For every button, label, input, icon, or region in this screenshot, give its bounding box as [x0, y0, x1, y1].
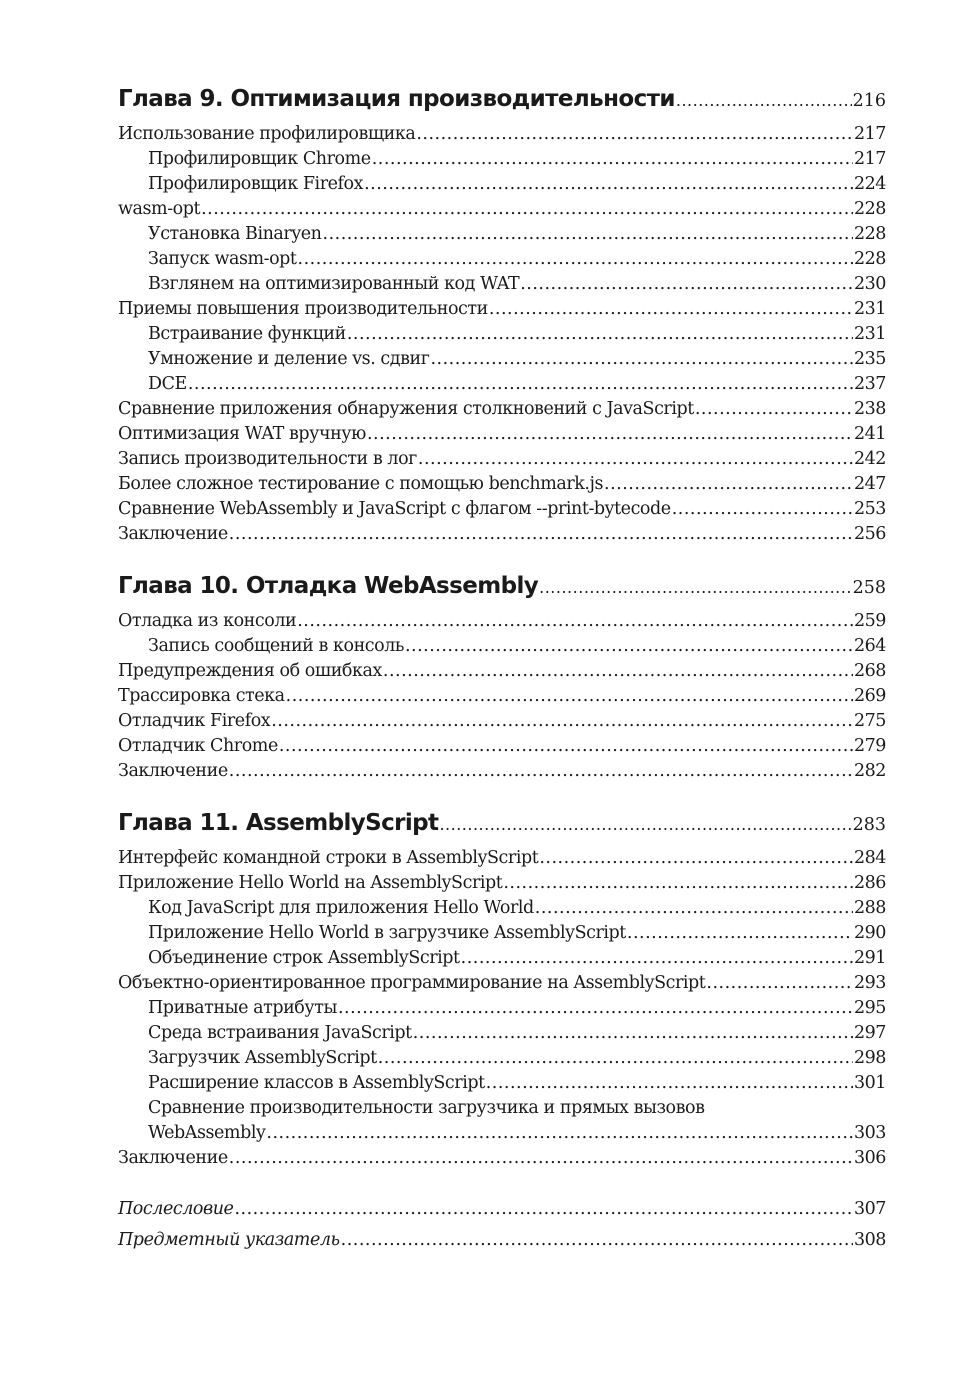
- dot-leader: [439, 815, 851, 834]
- entry-title: Приложение Hello World в загрузчике AssemblyScript: [148, 923, 626, 943]
- chapter-title: Глава 11. AssemblyScript: [118, 810, 439, 836]
- entry-title: Интерфейс командной строки в AssemblyScript: [118, 848, 539, 868]
- dot-leader: [535, 896, 853, 921]
- page-number: 241: [853, 424, 886, 444]
- entry-title: Среда встраивания JavaScript: [148, 1023, 412, 1043]
- chapter-heading[interactable]: [118, 573, 886, 608]
- toc-entry[interactable]: [118, 896, 886, 921]
- chapter-heading[interactable]: [118, 810, 886, 845]
- entry-title: Запись сообщений в консоль: [148, 636, 404, 656]
- dot-leader: [286, 684, 853, 709]
- entry-title: Загрузчик AssemblyScript: [148, 1048, 377, 1068]
- page-number: 307: [853, 1199, 886, 1219]
- entry-title: Взглянем на оптимизированный код WAT: [148, 274, 520, 294]
- chapter-10: [118, 573, 886, 784]
- page-number: 282: [853, 761, 886, 781]
- page-number: 286: [853, 873, 886, 893]
- toc-entry[interactable]: [118, 1146, 886, 1171]
- dot-leader: [341, 1228, 853, 1253]
- dot-leader: [413, 1021, 853, 1046]
- page-number: 297: [853, 1023, 886, 1043]
- entry-title: Приемы повышения производительности: [118, 299, 488, 319]
- page-number: 295: [853, 998, 886, 1018]
- page-number: 235: [853, 349, 886, 369]
- page-number: 228: [853, 249, 886, 269]
- toc-entry[interactable]: [118, 197, 886, 222]
- entry-title: Сравнение производительности загрузчика и прямых вызовов: [148, 1098, 705, 1118]
- toc-entry[interactable]: [118, 222, 886, 247]
- toc-entry[interactable]: [118, 447, 886, 472]
- dot-leader: [271, 709, 853, 734]
- page-number: 301: [853, 1073, 886, 1093]
- toc-entry[interactable]: [118, 347, 886, 372]
- toc-entry[interactable]: [118, 609, 886, 634]
- backmatter: [118, 1197, 886, 1259]
- entry-title: Предупреждения об ошибках: [118, 661, 382, 681]
- toc-entry[interactable]: [118, 996, 886, 1021]
- toc-entry[interactable]: [118, 472, 886, 497]
- page-number: 231: [853, 324, 886, 344]
- chapter-title: Глава 9. Оптимизация производительности: [118, 86, 675, 112]
- page-number: 308: [853, 1230, 886, 1250]
- dot-leader: [383, 659, 853, 684]
- entry-title: Запись производительности в лог: [118, 449, 417, 469]
- dot-leader: [430, 347, 852, 372]
- page-number: 230: [853, 274, 886, 294]
- dot-leader: [298, 247, 853, 272]
- page-number: 228: [853, 224, 886, 244]
- dot-leader: [486, 1071, 853, 1096]
- entry-title: Использование профилировщика: [118, 124, 416, 144]
- page-number: 279: [853, 736, 886, 756]
- entry-title-continued: WebAssembly: [148, 1123, 266, 1143]
- entry-title: Отладчик Chrome: [118, 736, 278, 756]
- toc-entry[interactable]: [118, 1071, 886, 1096]
- dot-leader: [706, 971, 853, 996]
- dot-leader: [520, 272, 853, 297]
- chapter-11: [118, 810, 886, 1171]
- dot-leader: [372, 147, 853, 172]
- toc-entry[interactable]: [118, 322, 886, 347]
- toc-entry[interactable]: [118, 397, 886, 422]
- dot-leader: [347, 322, 853, 347]
- page-number: 247: [853, 474, 886, 494]
- toc-entry[interactable]: [118, 272, 886, 297]
- entry-title: Приватные атрибуты: [148, 998, 337, 1018]
- page-number: 253: [853, 499, 886, 519]
- page-number: 256: [853, 524, 886, 544]
- page-number: 293: [853, 973, 886, 993]
- dot-leader: [201, 197, 853, 222]
- page-number: 238: [853, 399, 886, 419]
- dot-leader: [234, 1197, 852, 1222]
- toc-entry[interactable]: [118, 1096, 886, 1146]
- toc-entry[interactable]: [118, 122, 886, 147]
- dot-leader: [416, 122, 853, 147]
- entry-title: Встраивание функций: [148, 324, 346, 344]
- toc-entry[interactable]: [118, 759, 886, 784]
- dot-leader: [338, 996, 853, 1021]
- page-number: 284: [853, 848, 886, 868]
- chapter-heading[interactable]: [118, 86, 886, 121]
- page-number: 259: [853, 611, 886, 631]
- entry-title: DCE: [148, 374, 187, 394]
- dot-leader: [503, 871, 853, 896]
- toc-entry[interactable]: [118, 734, 886, 759]
- entry-title: Трассировка стека: [118, 686, 285, 706]
- dot-leader: [229, 522, 853, 547]
- entry-title: Более сложное тестирование с помощью benchmark.js: [118, 474, 604, 494]
- entry-title: Профилировщик Chrome: [148, 149, 371, 169]
- page-number: 288: [853, 898, 886, 918]
- dot-leader: [367, 422, 853, 447]
- entry-title: Расширение классов в AssemblyScript: [148, 1073, 485, 1093]
- dot-leader: [266, 1121, 853, 1146]
- toc-entry[interactable]: [118, 709, 886, 734]
- toc-entry[interactable]: [118, 1046, 886, 1071]
- page-number: 216: [852, 91, 886, 111]
- entry-title: Заключение: [118, 761, 228, 781]
- page-number: 268: [853, 661, 886, 681]
- dot-leader: [229, 1146, 853, 1171]
- chapter-9: [118, 86, 886, 547]
- entry-title: Приложение Hello World на AssemblyScript: [118, 873, 503, 893]
- dot-leader: [676, 91, 852, 110]
- toc-entry[interactable]: [118, 634, 886, 659]
- dot-leader: [188, 372, 853, 397]
- entry-title: Объединение строк AssemblyScript: [148, 948, 460, 968]
- dot-leader: [672, 497, 853, 522]
- page-number: 290: [853, 923, 886, 943]
- page-number: 217: [853, 124, 886, 144]
- chapter-title: Глава 10. Отладка WebAssembly: [118, 573, 539, 599]
- dot-leader: [229, 759, 853, 784]
- dot-leader: [297, 609, 853, 634]
- toc-entry[interactable]: [118, 172, 886, 197]
- toc-entry[interactable]: [118, 921, 886, 946]
- page-number: 217: [853, 149, 886, 169]
- toc-entry[interactable]: [118, 1021, 886, 1046]
- page-number: 306: [853, 1148, 886, 1168]
- dot-leader: [279, 734, 853, 759]
- entry-title: Код JavaScript для приложения Hello World: [148, 898, 534, 918]
- dot-leader: [539, 578, 851, 597]
- entry-title: Сравнение WebAssembly и JavaScript с флагом --print-bytecode: [118, 499, 671, 519]
- entry-title: Установка Binaryen: [148, 224, 322, 244]
- toc-entry-index[interactable]: [118, 1228, 886, 1259]
- page-number: 264: [853, 636, 886, 656]
- toc-entry[interactable]: [118, 522, 886, 547]
- dot-leader: [378, 1046, 853, 1071]
- dot-leader: [418, 447, 853, 472]
- page-number: 275: [853, 711, 886, 731]
- entry-title: Послесловие: [118, 1199, 234, 1219]
- toc-entry[interactable]: [118, 422, 886, 447]
- dot-leader: [539, 846, 853, 871]
- toc-entry[interactable]: [118, 497, 886, 522]
- page-number: 237: [853, 374, 886, 394]
- entry-title: Объектно-ориентированное программирование на AssemblyScript: [118, 973, 706, 993]
- entry-title: Запуск wasm-opt: [148, 249, 297, 269]
- dot-leader: [695, 397, 853, 422]
- page-number: 291: [853, 948, 886, 968]
- page-number: 298: [853, 1048, 886, 1068]
- dot-leader: [604, 472, 853, 497]
- dot-leader: [323, 222, 853, 247]
- entry-title: Сравнение приложения обнаружения столкновений с JavaScript: [118, 399, 694, 419]
- entry-title: Отладка из консоли: [118, 611, 297, 631]
- entry-title: wasm-opt: [118, 199, 201, 219]
- toc-entry[interactable]: [118, 946, 886, 971]
- page-number: 303: [853, 1123, 886, 1143]
- toc-entry[interactable]: [118, 247, 886, 272]
- page-number: 258: [852, 578, 886, 598]
- entry-title: Умножение и деление vs. сдвиг: [148, 349, 430, 369]
- entry-title: Профилировщик Firefox: [148, 174, 364, 194]
- toc-entry[interactable]: [118, 297, 886, 322]
- entry-title: Отладчик Firefox: [118, 711, 271, 731]
- entry-title: Заключение: [118, 524, 228, 544]
- page-number: 228: [853, 199, 886, 219]
- entry-title: Оптимизация WAT вручную: [118, 424, 366, 444]
- dot-leader: [489, 297, 853, 322]
- dot-leader: [461, 946, 853, 971]
- entry-title: Заключение: [118, 1148, 228, 1168]
- page-number: 224: [853, 174, 886, 194]
- toc-entry[interactable]: [118, 372, 886, 397]
- entry-title: Предметный указатель: [118, 1230, 340, 1250]
- dot-leader: [627, 921, 853, 946]
- toc-entry[interactable]: [118, 147, 886, 172]
- page-number: 269: [853, 686, 886, 706]
- page-number: 242: [853, 449, 886, 469]
- toc-entry[interactable]: [118, 684, 886, 709]
- toc-entry-afterword[interactable]: [118, 1197, 886, 1228]
- page-number: 283: [852, 815, 886, 835]
- toc-entry[interactable]: [118, 871, 886, 896]
- toc-entry[interactable]: [118, 846, 886, 871]
- table-of-contents: [118, 86, 886, 1259]
- dot-leader: [405, 634, 853, 659]
- toc-entry[interactable]: [118, 971, 886, 996]
- page-number: 231: [853, 299, 886, 319]
- dot-leader: [364, 172, 853, 197]
- toc-entry[interactable]: [118, 659, 886, 684]
